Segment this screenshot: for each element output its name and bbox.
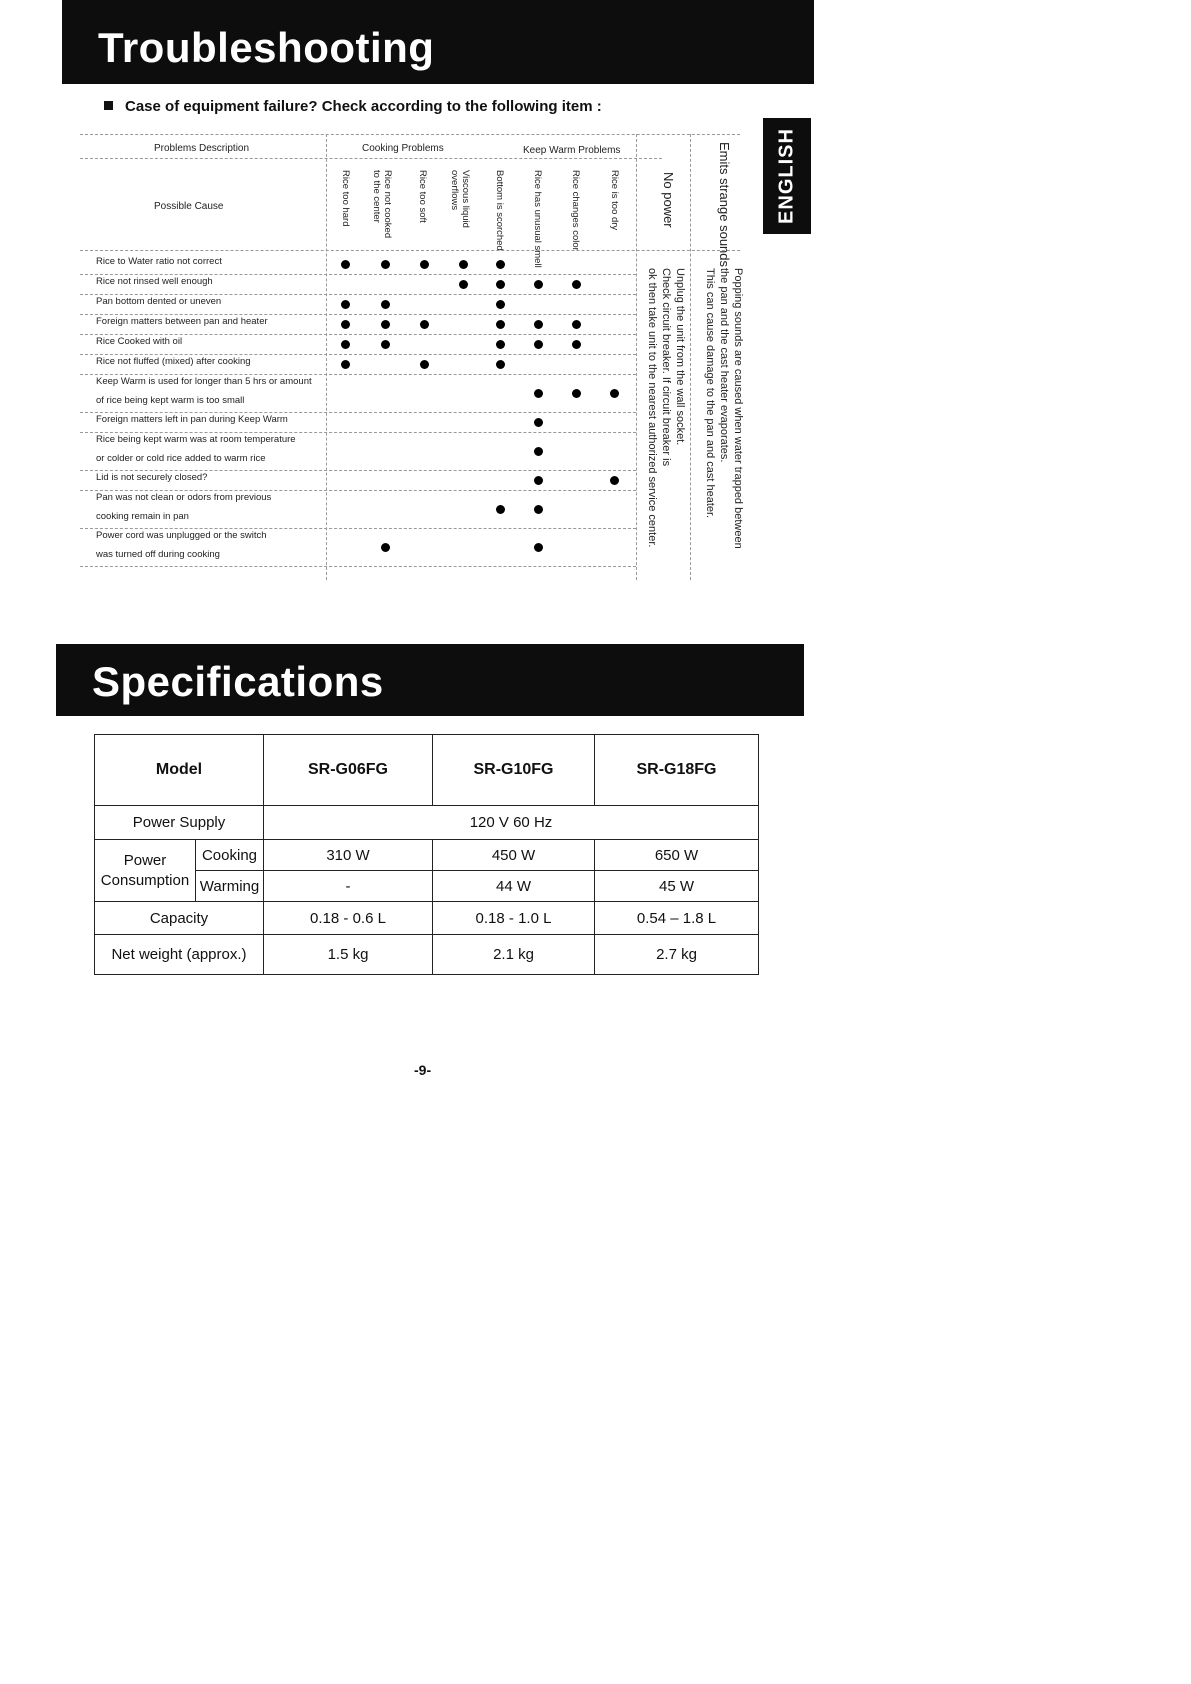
specifications-table bbox=[94, 734, 759, 975]
strange-sounds-remedy: Popping sounds are caused when water trapped between the pan and the cast heater evaporates. This can cause damage to the pan and cast heater. bbox=[704, 268, 744, 549]
column-header: Rice changes color bbox=[570, 170, 581, 251]
checkmark-dot bbox=[496, 300, 505, 309]
grid-line bbox=[80, 490, 636, 491]
checkmark-dot bbox=[572, 389, 581, 398]
column-header: Rice has unusual smell bbox=[532, 170, 543, 268]
cause-label: cooking remain in pan bbox=[96, 511, 189, 522]
checkmark-dot bbox=[496, 320, 505, 329]
cooking-problems-label: Cooking Problems bbox=[362, 143, 444, 154]
model-header: Model bbox=[95, 735, 264, 806]
table-row bbox=[95, 806, 759, 840]
checkmark-dot bbox=[534, 505, 543, 514]
cause-label: Power cord was unplugged or the switch bbox=[96, 530, 267, 541]
checkmark-dot bbox=[534, 280, 543, 289]
cause-label: Foreign matters left in pan during Keep Warm bbox=[96, 414, 288, 425]
grid-line bbox=[636, 134, 637, 580]
cause-label: Pan was not clean or odors from previous bbox=[96, 492, 272, 503]
keep-warm-problems-label: Keep Warm Problems bbox=[523, 145, 621, 156]
model-cell: SR-G10FG bbox=[433, 735, 595, 806]
checkmark-dot bbox=[534, 447, 543, 456]
power-consumption-label: Power Consumption bbox=[95, 840, 196, 902]
cause-label: Lid is not securely closed? bbox=[96, 472, 208, 483]
power-supply-label: Power Supply bbox=[95, 806, 264, 840]
cause-label: Keep Warm is used for longer than 5 hrs or amount bbox=[96, 376, 312, 387]
table-row bbox=[95, 902, 759, 935]
warming-value: - bbox=[264, 871, 433, 902]
warming-value: 45 W bbox=[595, 871, 759, 902]
checkmark-dot bbox=[420, 360, 429, 369]
grid-line bbox=[80, 158, 662, 159]
page-number: -9- bbox=[414, 1062, 432, 1078]
cooking-value: 450 W bbox=[433, 840, 595, 871]
grid-line bbox=[80, 294, 636, 295]
capacity-value: 0.18 - 1.0 L bbox=[433, 902, 595, 935]
problems-description-label: Problems Description bbox=[154, 143, 250, 154]
cause-label: Foreign matters between pan and heater bbox=[96, 316, 268, 327]
column-header: Viscous liquid overflows bbox=[449, 170, 471, 228]
column-header: Rice is too dry bbox=[609, 170, 620, 231]
power-supply-value: 120 V 60 Hz bbox=[264, 806, 759, 840]
model-cell: SR-G18FG bbox=[595, 735, 759, 806]
checkmark-dot bbox=[534, 389, 543, 398]
specifications-title: Specifications bbox=[92, 658, 384, 705]
table-row bbox=[95, 840, 759, 871]
grid-line bbox=[80, 274, 636, 275]
grid-line bbox=[80, 250, 740, 251]
checkmark-dot bbox=[572, 340, 581, 349]
grid-line bbox=[80, 470, 636, 471]
checkmark-dot bbox=[572, 280, 581, 289]
grid-line bbox=[80, 432, 636, 433]
specifications-banner bbox=[56, 644, 804, 716]
checkmark-dot bbox=[459, 260, 468, 269]
checkmark-dot bbox=[381, 340, 390, 349]
cause-label: Rice being kept warm was at room temperature bbox=[96, 434, 296, 445]
column-header: Bottom is scorched bbox=[494, 170, 505, 251]
cause-label: of rice being kept warm is too small bbox=[96, 395, 245, 406]
checkmark-dot bbox=[610, 389, 619, 398]
cause-label: or colder or cold rice added to warm rice bbox=[96, 453, 266, 464]
checkmark-dot bbox=[341, 360, 350, 369]
table-row bbox=[95, 735, 759, 806]
bullet-square-icon bbox=[104, 101, 113, 110]
checkmark-dot bbox=[381, 543, 390, 552]
column-header: Rice not cooked to the center bbox=[371, 170, 393, 239]
checkmark-dot bbox=[496, 340, 505, 349]
checkmark-dot bbox=[610, 476, 619, 485]
troubleshooting-intro bbox=[104, 98, 602, 115]
checkmark-dot bbox=[381, 320, 390, 329]
checkmark-dot bbox=[496, 280, 505, 289]
no-power-remedy: Unplug the unit from the wall socket. Check circuit breaker. If circuit breaker is ok then take unit to the nearest authorized service center. bbox=[646, 268, 686, 548]
model-cell: SR-G06FG bbox=[264, 735, 433, 806]
strange-sounds-heading: Emits strange sounds bbox=[717, 142, 732, 268]
net-weight-value: 2.1 kg bbox=[433, 935, 595, 975]
checkmark-dot bbox=[572, 320, 581, 329]
grid-line bbox=[80, 354, 636, 355]
cause-label: Rice Cooked with oil bbox=[96, 336, 183, 347]
grid-line bbox=[80, 314, 636, 315]
cooking-value: 650 W bbox=[595, 840, 759, 871]
grid-line bbox=[80, 566, 636, 567]
warming-value: 44 W bbox=[433, 871, 595, 902]
grid-line bbox=[80, 374, 636, 375]
capacity-label: Capacity bbox=[95, 902, 264, 935]
grid-line bbox=[80, 134, 740, 135]
checkmark-dot bbox=[420, 260, 429, 269]
checkmark-dot bbox=[496, 260, 505, 269]
checkmark-dot bbox=[534, 543, 543, 552]
language-tab bbox=[763, 118, 811, 234]
checkmark-dot bbox=[381, 300, 390, 309]
possible-cause-label: Possible Cause bbox=[154, 201, 224, 212]
net-weight-value: 1.5 kg bbox=[264, 935, 433, 975]
capacity-value: 0.18 - 0.6 L bbox=[264, 902, 433, 935]
cooking-label: Cooking bbox=[196, 840, 264, 871]
net-weight-label: Net weight (approx.) bbox=[95, 935, 264, 975]
cause-label: Rice to Water ratio not correct bbox=[96, 256, 222, 267]
checkmark-dot bbox=[420, 320, 429, 329]
checkmark-dot bbox=[459, 280, 468, 289]
troubleshooting-banner bbox=[62, 0, 814, 84]
net-weight-value: 2.7 kg bbox=[595, 935, 759, 975]
checkmark-dot bbox=[341, 340, 350, 349]
checkmark-dot bbox=[341, 260, 350, 269]
grid-line bbox=[80, 528, 636, 529]
cause-label: Pan bottom dented or uneven bbox=[96, 296, 222, 307]
checkmark-dot bbox=[496, 360, 505, 369]
column-header: Rice too hard bbox=[340, 170, 351, 227]
language-tab-label: ENGLISH bbox=[775, 128, 798, 224]
cooking-value: 310 W bbox=[264, 840, 433, 871]
capacity-value: 0.54 – 1.8 L bbox=[595, 902, 759, 935]
cause-label: Rice not fluffed (mixed) after cooking bbox=[96, 356, 251, 367]
cause-label: Rice not rinsed well enough bbox=[96, 276, 213, 287]
intro-text: Case of equipment failure? Check according to the following item : bbox=[125, 98, 602, 115]
checkmark-dot bbox=[496, 505, 505, 514]
checkmark-dot bbox=[534, 320, 543, 329]
checkmark-dot bbox=[534, 418, 543, 427]
troubleshooting-title: Troubleshooting bbox=[98, 24, 435, 71]
checkmark-dot bbox=[534, 340, 543, 349]
warming-label: Warming bbox=[196, 871, 264, 902]
no-power-heading: No power bbox=[661, 172, 676, 228]
checkmark-dot bbox=[534, 476, 543, 485]
column-header: Rice too soft bbox=[417, 170, 428, 223]
cause-label: was turned off during cooking bbox=[96, 549, 220, 560]
grid-line bbox=[326, 134, 327, 580]
grid-line bbox=[80, 334, 636, 335]
table-row bbox=[95, 935, 759, 975]
checkmark-dot bbox=[341, 320, 350, 329]
checkmark-dot bbox=[381, 260, 390, 269]
checkmark-dot bbox=[341, 300, 350, 309]
grid-line bbox=[80, 412, 636, 413]
grid-line bbox=[690, 134, 691, 580]
